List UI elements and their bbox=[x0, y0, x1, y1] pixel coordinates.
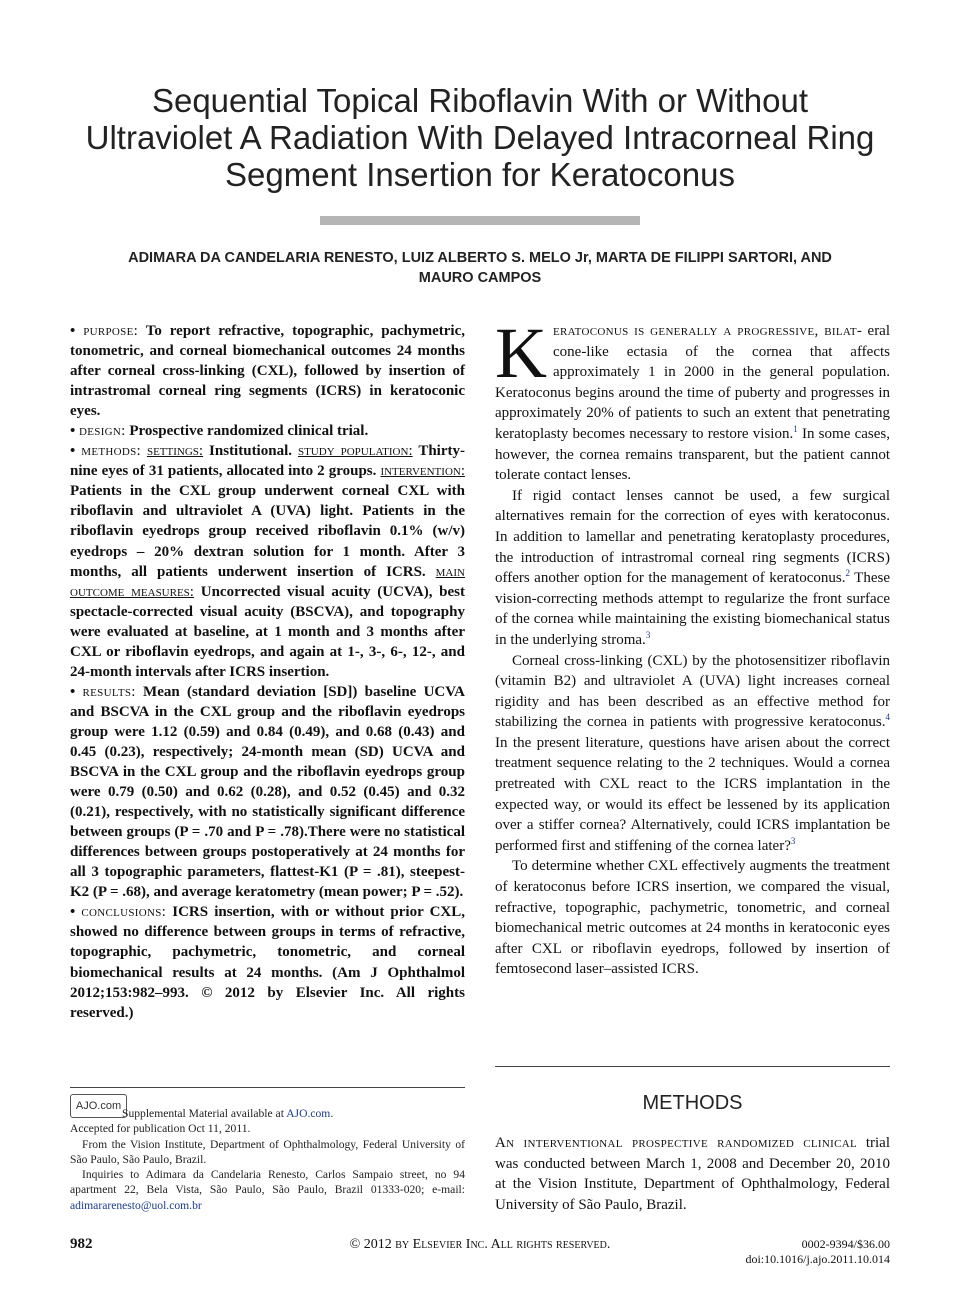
abstract-conclusions: • conclusions: ICRS insertion, with or without prior CXL, showed no difference between groups in terms of refractive, topographic, pachymetric, tonometric, and corneal biomechanical results at 24 months. (Am J Ophthalmol 2012;153:982–993. © 2012 by Elsevier Inc. All rights reserved.) bbox=[70, 904, 465, 1021]
paragraph-text: Corneal cross-linking (CXL) by the photosensitizer riboflavin (vitamin B2) and ultraviolet A (UVA) light increases corneal rigidity and has been described as an effective method for stabilizing the cornea in patients with progressive keratoconus. bbox=[495, 652, 890, 731]
paragraph-text: In the present literature, questions have arisen about the correct treatment sequence relating to the 2 techniques. Would a cornea pretreated with CXL react to the ICRS implantation in the expected way, or would its effect be lessened by its application over a stiffer cornea? Alternatively, could ICRS implantation be performed first and stiffening of the cornea later? bbox=[495, 734, 890, 854]
author-list bbox=[60, 248, 900, 288]
methods-divider bbox=[495, 1066, 890, 1067]
page-number: 982 bbox=[70, 1236, 93, 1252]
inquiries-note bbox=[70, 1167, 465, 1213]
methods-body: trial was conducted between March 1, 2008 and December 20, 2010 at the Vision Institute, Department of Ophthalmology, Federal University of São Paulo, Brazil. bbox=[495, 1135, 890, 1213]
abstract-purpose: • purpose: To report refractive, topographic, pachymetric, tonometric, and corneal biomechanical outcomes 24 months after corneal cross-linking (CXL), followed by insertion of intrastromal corneal ring segments (ICRS) in keratoconic eyes. bbox=[70, 323, 465, 420]
results-text: Mean (standard deviation [SD]) baseline UCVA and BSCVA in the CXL group and the riboflavin eyedrops group were 1.12 (0.59) and 0.84 (0.49), and 0.68 (0.43) and 0.45 (0.23), respectively; 24-month mean (SD) UCVA and BSCVA in the CXL group and the riboflavin eyedrops group were 0.79 (0.50) and 0.62 (0.28), and 0.52 (0.45) and 0.32 (0.21), respectively, with no statistically significant difference between groups (P = .70 and P = .78).There were no statistical differences between groups postoperatively at 24 months for all 3 topographic parameters, flattest-K1 (P = .81), steepest-K2 (P = .68), and average keratometry (mean power; P = .52). bbox=[70, 683, 465, 901]
reference-link[interactable]: 3 bbox=[790, 835, 796, 846]
title-line: Segment Insertion for Keratoconus bbox=[225, 156, 735, 193]
supplemental-text: Supplemental Material available at bbox=[122, 1107, 287, 1120]
author-line: ADIMARA DA CANDELARIA RENESTO, LUIZ ALBERTO S. MELO Jr, MARTA DE FILIPPI SARTORI, AND bbox=[128, 250, 832, 266]
methods-label: methods: bbox=[81, 443, 141, 460]
paragraph-text: eral cone-like ectasia of the cornea that affects approximately 1 in 2000 in the general population. Keratoconus begins around the time of puberty and progresses in approximately 20% of patients to such an extent that penetrating keratoplasty becomes necessary to restore vision. bbox=[495, 323, 891, 442]
author-line: MAURO CAMPOS bbox=[418, 270, 542, 286]
footnotes bbox=[70, 1106, 465, 1213]
supplemental-note bbox=[70, 1106, 465, 1121]
affiliation-note: From the Vision Institute, Department of Ophthalmology, Federal University of São Paulo, São Paulo, Brazil. bbox=[70, 1137, 465, 1166]
title-line: Ultraviolet A Radiation With Delayed Intracorneal Ring bbox=[85, 119, 875, 156]
doi[interactable]: doi:10.1016/j.ajo.2011.10.014 bbox=[745, 1252, 890, 1266]
conclusions-text: ICRS insertion, with or without prior CXL, showed no difference between groups in terms of refractive, topographic, pachymetric, tonometric, and corneal biomechanical results at 24 months. (Am J Ophthalmol 2012;153:982–993. © 2012 by Elsevier Inc. All rights reserved.) bbox=[70, 904, 465, 1021]
paragraph bbox=[495, 313, 891, 486]
abstract bbox=[70, 321, 465, 1023]
population-text: Thirty-nine eyes of 31 patients, allocated into 2 groups. bbox=[70, 443, 465, 480]
reference-link[interactable]: 3 bbox=[645, 629, 651, 640]
paragraph bbox=[495, 486, 890, 651]
paragraph-text: In some cases, however, the cornea remains transparent, but the patient cannot tolerate contact lenses. bbox=[495, 425, 890, 484]
abstract-methods: • methods: settings: Institutional. study population: Thirty-nine eyes of 31 patients, allocated into 2 groups. intervention: Patients in the CXL group underwent corneal CXL with riboflavin and ultraviolet A (UVA) light. Patients in the riboflavin eyedrops group received riboflavin 0.1% (w/v) eyedrops – 20% dextran solution for 1 month. After 3 months, all patients underwent insertion of ICRS. main outcome measures: Uncorrected visual acuity (UCVA), best spectacle-corrected visual acuity (BSCVA), and topography were evaluated at baseline, at 1 month and 3 months after CXL or riboflavin eyedrops, and again at 1-, 3-, 6-, 12-, and 24-month intervals after ICRS insertion. bbox=[70, 443, 466, 680]
paragraph: To determine whether CXL effectively augments the treatment of keratoconus before ICRS insertion, we compared the visual, refractive, topographic, pachymetric, tonometric, and corneal biomechanical metric outcomes at 24 months in keratoconic eyes after CXL or riboflavin eyedrops, followed by insertion of femtosecond laser–assisted ICRS. bbox=[495, 858, 890, 978]
body-text bbox=[495, 313, 891, 980]
intervention-text: Patients in the CXL group underwent corneal CXL with riboflavin and ultraviolet A (UVA) light. Patients in the riboflavin eyedrops group received riboflavin 0.1% (w/v) eyedrops – 20% dextran solution for 1 month. After 3 months, all patients underwent insertion of ICRS. bbox=[70, 483, 465, 580]
paragraph-text: These vision-correcting methods attempt to regularize the front surface of the cornea while maintaining the existing biomechanical status in the underlying stroma. bbox=[495, 570, 890, 648]
abstract-results: • results: Mean (standard deviation [SD]) baseline UCVA and BSCVA in the CXL group and the riboflavin eyedrops group were 1.12 (0.59) and 0.84 (0.49), and 0.68 (0.43) and 0.45 (0.23), respectively; 24-month mean (SD) UCVA and BSCVA in the CXL group and the riboflavin eyedrops group were 0.79 (0.50) and 0.62 (0.28), and 0.52 (0.45) and 0.32 (0.21), respectively, with no statistically significant difference between groups (P = .70 and P = .78).There were no statistical differences between groups postoperatively at 24 months for all 3 topographic parameters, flattest-K1 (P = .81), steepest-K2 (P = .68), and average keratometry (mean power; P = .52). bbox=[70, 683, 465, 901]
outcome-text: Uncorrected visual acuity (UCVA), best spectacle-corrected visual acuity (BSCVA), and topography were evaluated at baseline, at 1 month and 3 months after CXL or riboflavin eyedrops, and again at 1-, 3-, 6-, 12-, and 24-month intervals after ICRS insertion. bbox=[70, 583, 466, 680]
design-label: design: bbox=[79, 423, 126, 440]
abstract-divider bbox=[70, 1087, 465, 1088]
inquiries-text: Inquiries to Adimara da Candelaria Renesto, Carlos Sampaio street, no 94 apartment 22, Bela Vista, São Paulo, São Paulo, Brazil 01333-020; e-mail: bbox=[70, 1168, 465, 1197]
title-line: Sequential Topical Riboflavin With or Without bbox=[151, 82, 809, 119]
paragraph-text: If rigid contact lenses cannot be used, a few surgical alternatives remain for the correction of eyes with keratoconus. In addition to lamellar and penetrating keratoplasty procedures, the introduction of intrastromal corneal ring segments (ICRS) offers another option for the management of keratoconus. bbox=[495, 487, 890, 587]
settings-text: Institutional. bbox=[209, 443, 292, 460]
supplemental-suffix: . bbox=[330, 1107, 334, 1120]
settings-label: settings: bbox=[146, 443, 204, 460]
methods-text bbox=[495, 1133, 890, 1215]
accepted-note: Accepted for publication Oct 11, 2011. bbox=[70, 1122, 251, 1136]
design-text: Prospective randomized clinical trial. bbox=[129, 423, 369, 440]
paragraph bbox=[495, 651, 890, 857]
issn: 0002-9394/$36.00 bbox=[801, 1237, 890, 1251]
intervention-label: intervention: bbox=[380, 463, 465, 480]
ajo-logo: AJO.com bbox=[70, 1094, 127, 1118]
reference-link[interactable]: 2 bbox=[845, 568, 850, 579]
email-link[interactable]: adimararenesto@uol.com.br bbox=[70, 1198, 202, 1212]
results-label: results: bbox=[82, 683, 136, 700]
reference-link[interactable]: 4 bbox=[885, 712, 890, 723]
article-title bbox=[60, 82, 900, 193]
abstract-design: • design: Prospective randomized clinical trial. bbox=[70, 423, 369, 440]
purpose-text: To report refractive, topographic, pachymetric, tonometric, and corneal biomechanical outcomes 24 months after corneal cross-linking (CXL), followed by insertion of intrastromal corneal ring segments (ICRS) in keratoconic eyes. bbox=[70, 323, 465, 420]
footer-ids bbox=[745, 1237, 890, 1267]
purpose-label: purpose: bbox=[83, 323, 139, 339]
outcome-label: main outcome measures: bbox=[70, 563, 465, 600]
copyright: © 2012 by Elsevier Inc. All rights reserved. bbox=[349, 1237, 611, 1252]
methods-lead: An interventional prospective randomized clinical bbox=[495, 1135, 857, 1151]
population-label: study population: bbox=[297, 443, 413, 460]
lead-in: eratoconus is generally a progressive, bilat- bbox=[553, 323, 863, 339]
methods-heading: METHODS bbox=[642, 1092, 743, 1114]
supplemental-link[interactable]: AJO.com bbox=[286, 1107, 331, 1120]
reference-link[interactable]: 1 bbox=[793, 423, 798, 434]
conclusions-label: conclusions: bbox=[81, 904, 167, 921]
title-divider bbox=[320, 216, 640, 225]
drop-cap: K bbox=[495, 313, 547, 393]
